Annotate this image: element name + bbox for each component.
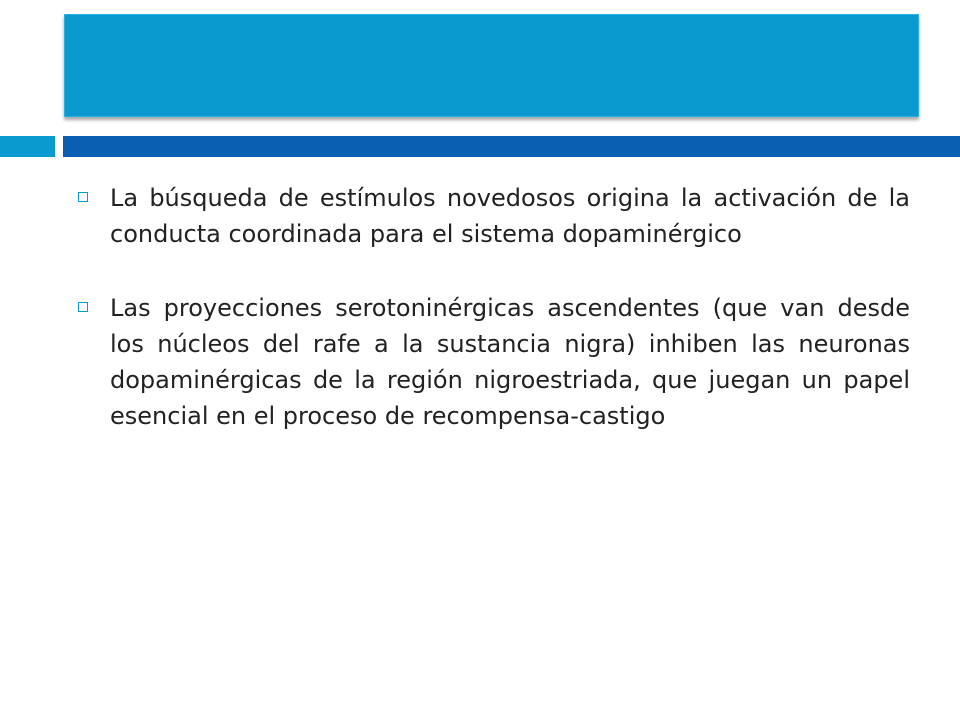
- accent-band-left: [0, 136, 55, 157]
- bullet-text: La búsqueda de estímulos novedosos origina la activación de la conducta coordinada para el sistema dopaminérgico: [110, 184, 910, 248]
- slide-title-box: [64, 14, 919, 117]
- slide-body: [64, 180, 910, 434]
- bullet-item: [64, 180, 910, 252]
- bullet-item: [64, 290, 910, 434]
- hollow-square-bullet-icon: [78, 302, 88, 312]
- hollow-square-bullet-icon: [78, 192, 88, 202]
- bullet-text: Las proyecciones serotoninérgicas ascendentes (que van desde los núcleos del rafe a la sustancia nigra) inhiben las neuronas dopaminérgicas de la región nigroestriada, que juegan un papel esencial en el proceso de recompensa-castigo: [110, 294, 910, 430]
- accent-band-right: [63, 136, 960, 157]
